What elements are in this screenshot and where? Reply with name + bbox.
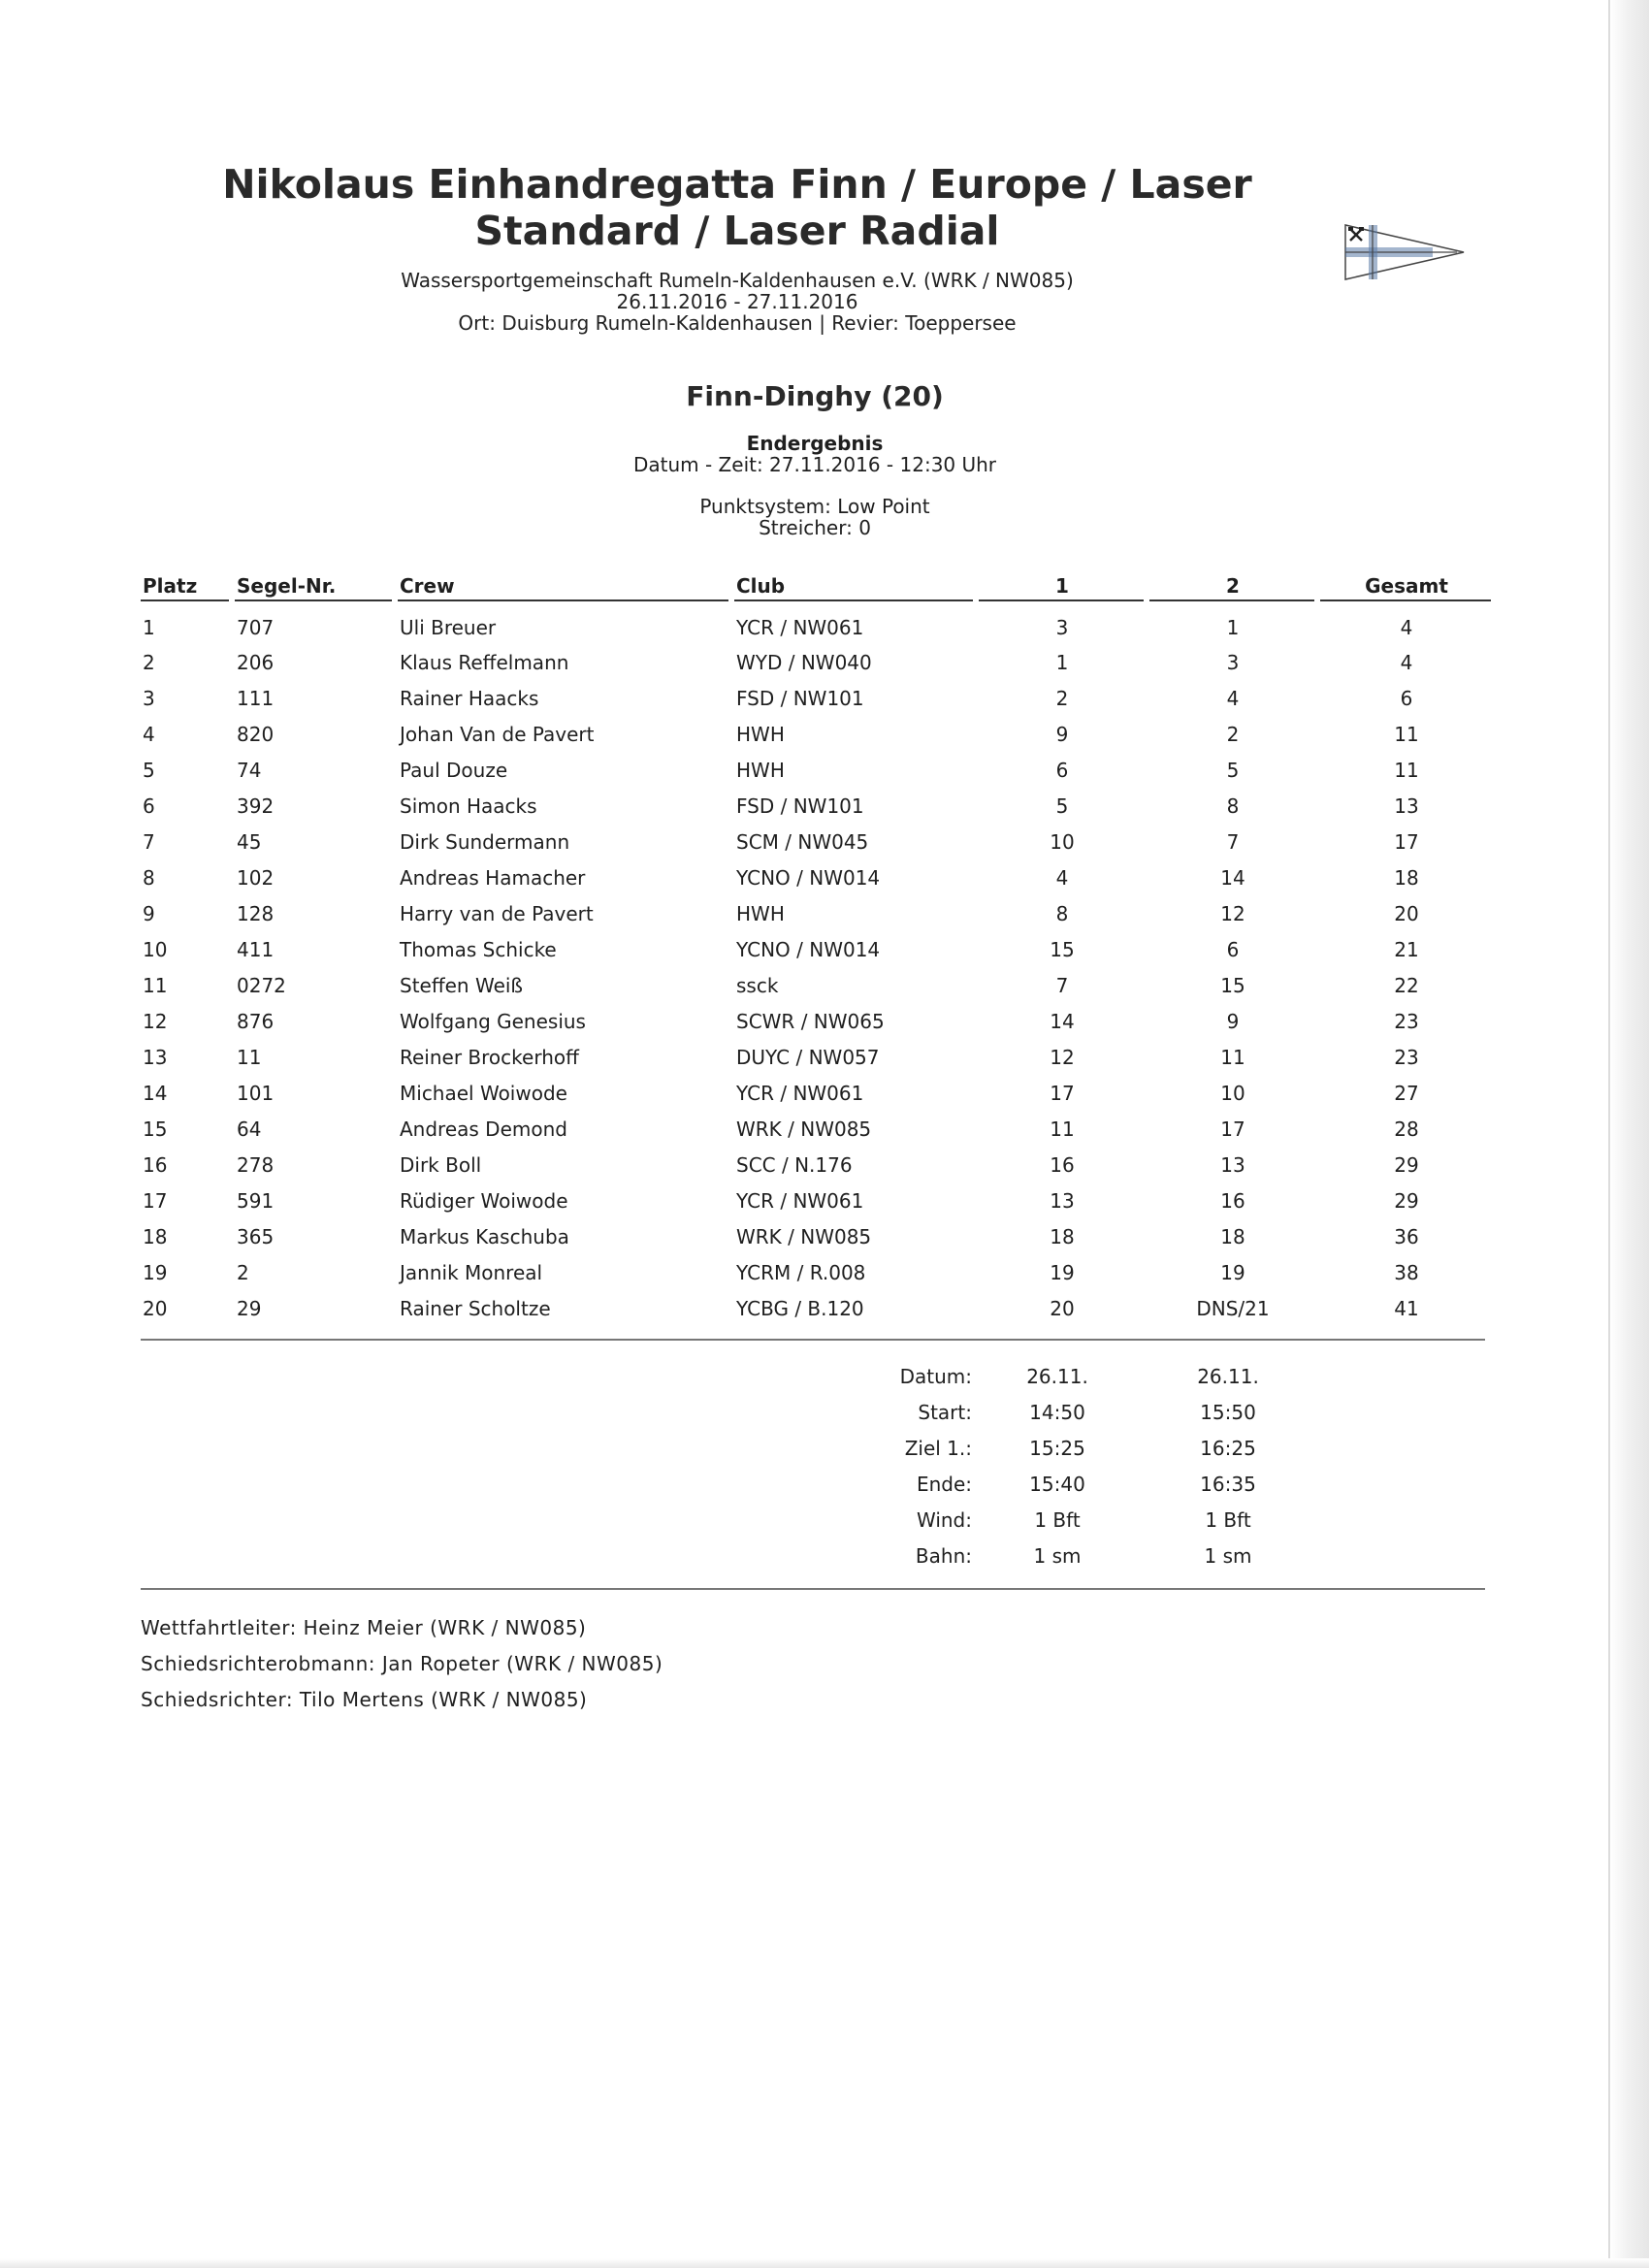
cell-platz: 7 (143, 829, 155, 854)
regatta-info (252, 270, 1222, 334)
table-row (141, 788, 1491, 824)
cell-race-2: 3 (1226, 650, 1240, 674)
cell-race-2: 19 (1220, 1260, 1245, 1284)
header-crew: Crew (398, 572, 728, 601)
cell-segel-nr: 29 (237, 1296, 262, 1320)
club-pennant-icon (1342, 221, 1469, 283)
race-info-race-1: 14:50 (1029, 1400, 1085, 1424)
scan-bottom-edge (0, 2258, 1649, 2268)
header-club: Club (734, 572, 973, 601)
cell-race-2: 12 (1220, 901, 1245, 925)
cell-segel-nr: 591 (237, 1188, 275, 1213)
result-datetime: Datum - Zeit: 27.11.2016 - 12:30 Uhr (632, 453, 997, 476)
cell-club: YCNO / NW014 (736, 865, 881, 890)
judge: Schiedsrichter: Tilo Mertens (WRK / NW085) (141, 1688, 588, 1711)
cell-race-2: DNS/21 (1196, 1296, 1270, 1320)
cell-club: FSD / NW101 (736, 686, 864, 710)
cell-crew: Reiner Brockerhoff (400, 1045, 579, 1069)
cell-platz: 17 (143, 1188, 168, 1213)
race-info-row (834, 1430, 1313, 1466)
cell-gesamt: 11 (1394, 722, 1419, 746)
table-row (141, 1003, 1491, 1039)
cell-crew: Rainer Scholtze (400, 1296, 551, 1320)
cell-club: HWH (736, 901, 785, 925)
cell-race-1: 4 (1055, 865, 1069, 890)
race-info-row (834, 1466, 1313, 1502)
race-info-label: Datum: (899, 1364, 972, 1388)
cell-segel-nr: 707 (237, 616, 275, 639)
cell-platz: 18 (143, 1224, 168, 1248)
cell-segel-nr: 365 (237, 1224, 275, 1248)
cell-gesamt: 36 (1394, 1224, 1419, 1248)
table-row (141, 680, 1491, 716)
cell-club: ssck (736, 973, 779, 997)
race-info-row (834, 1538, 1313, 1573)
cell-race-1: 6 (1055, 758, 1069, 782)
race-info-race-2: 26.11. (1197, 1364, 1259, 1388)
result-meta (446, 433, 1183, 475)
cell-gesamt: 29 (1394, 1188, 1419, 1213)
results-table (141, 572, 1491, 1326)
cell-gesamt: 6 (1400, 686, 1413, 710)
cell-platz: 11 (143, 973, 168, 997)
cell-platz: 4 (143, 722, 155, 746)
cell-crew: Thomas Schicke (400, 937, 557, 961)
race-info-race-2: 16:25 (1200, 1436, 1256, 1460)
cell-crew: Wolfgang Genesius (400, 1009, 586, 1033)
race-info-label: Bahn: (915, 1543, 972, 1568)
cell-platz: 3 (143, 686, 155, 710)
cell-club: HWH (736, 758, 785, 782)
results-body (141, 601, 1491, 1326)
cell-crew: Jannik Monreal (400, 1260, 543, 1284)
cell-crew: Steffen Weiß (400, 973, 524, 997)
cell-segel-nr: 11 (237, 1045, 262, 1069)
header-race-1: 1 (979, 572, 1144, 601)
cell-gesamt: 11 (1394, 758, 1419, 782)
cell-club: WYD / NW040 (736, 650, 872, 674)
cell-crew: Rainer Haacks (400, 686, 539, 710)
cell-platz: 2 (143, 650, 155, 674)
cell-gesamt: 23 (1394, 1045, 1419, 1069)
cell-race-1: 3 (1055, 616, 1069, 639)
cell-race-2: 5 (1226, 758, 1240, 782)
regatta-title-line2: Standard / Laser Radial (474, 208, 1000, 254)
cell-race-2: 16 (1220, 1188, 1245, 1213)
table-row (141, 1218, 1491, 1254)
regatta-dates: 26.11.2016 - 27.11.2016 (616, 290, 858, 313)
cell-gesamt: 17 (1394, 829, 1419, 854)
race-info-race-2: 1 Bft (1205, 1507, 1251, 1532)
cell-race-1: 2 (1055, 686, 1069, 710)
cell-club: WRK / NW085 (736, 1224, 872, 1248)
race-info-label: Ende: (916, 1472, 972, 1496)
cell-platz: 19 (143, 1260, 168, 1284)
table-row (141, 967, 1491, 1003)
cell-race-1: 10 (1050, 829, 1075, 854)
chief-judge: Schiedsrichterobmann: Jan Ropeter (WRK / NW085) (141, 1652, 663, 1675)
table-row (141, 1075, 1491, 1111)
cell-race-2: 8 (1226, 794, 1240, 818)
cell-race-1: 18 (1050, 1224, 1075, 1248)
cell-platz: 6 (143, 794, 155, 818)
cell-segel-nr: 128 (237, 901, 275, 925)
cell-race-1: 16 (1050, 1152, 1075, 1177)
table-row (141, 1183, 1491, 1218)
cell-race-2: 4 (1226, 686, 1240, 710)
separator-line (141, 1339, 1485, 1341)
cell-segel-nr: 411 (237, 937, 275, 961)
cell-segel-nr: 64 (237, 1117, 262, 1141)
regatta-title-line1: Nikolaus Einhandregatta Finn / Europe / Laser (222, 161, 1252, 208)
cell-crew: Markus Kaschuba (400, 1224, 569, 1248)
cell-segel-nr: 102 (237, 865, 275, 890)
race-info-race-1: 1 sm (1033, 1543, 1082, 1568)
cell-race-2: 17 (1220, 1117, 1245, 1141)
cell-platz: 15 (143, 1117, 168, 1141)
cell-race-1: 19 (1050, 1260, 1075, 1284)
cell-platz: 13 (143, 1045, 168, 1069)
cell-race-2: 6 (1226, 937, 1240, 961)
cell-race-1: 20 (1050, 1296, 1075, 1320)
class-title: Finn-Dinghy (20) (686, 380, 944, 412)
race-info-row (834, 1394, 1313, 1430)
discards: Streicher: 0 (759, 516, 871, 539)
race-info-table (834, 1358, 1313, 1573)
cell-platz: 14 (143, 1081, 168, 1105)
cell-gesamt: 27 (1394, 1081, 1419, 1105)
scoring-system: Punktsystem: Low Point (699, 495, 930, 518)
table-row (141, 895, 1491, 931)
organizer-name: Wassersportgemeinschaft Rumeln-Kaldenhausen e.V. (WRK / NW085) (401, 269, 1074, 292)
cell-platz: 20 (143, 1296, 168, 1320)
race-officer: Wettfahrtleiter: Heinz Meier (WRK / NW085) (141, 1616, 587, 1639)
results-header-row (141, 572, 1491, 601)
cell-race-2: 10 (1220, 1081, 1245, 1105)
cell-gesamt: 41 (1394, 1296, 1419, 1320)
cell-crew: Johan Van de Pavert (400, 722, 595, 746)
header-gesamt: Gesamt (1320, 572, 1491, 601)
cell-club: SCC / N.176 (736, 1152, 853, 1177)
cell-gesamt: 28 (1394, 1117, 1419, 1141)
cell-gesamt: 4 (1400, 650, 1413, 674)
cell-race-1: 7 (1055, 973, 1069, 997)
cell-race-2: 18 (1220, 1224, 1245, 1248)
cell-gesamt: 21 (1394, 937, 1419, 961)
cell-race-2: 9 (1226, 1009, 1240, 1033)
cell-club: SCM / NW045 (736, 829, 869, 854)
cell-race-1: 13 (1050, 1188, 1075, 1213)
cell-club: YCBG / B.120 (736, 1296, 864, 1320)
cell-segel-nr: 101 (237, 1081, 275, 1105)
race-info-race-2: 1 sm (1204, 1543, 1252, 1568)
scan-edge (1610, 0, 1649, 2268)
cell-club: YCR / NW061 (736, 1081, 864, 1105)
cell-crew: Dirk Boll (400, 1152, 482, 1177)
cell-crew: Simon Haacks (400, 794, 537, 818)
cell-platz: 10 (143, 937, 168, 961)
race-info-row (834, 1502, 1313, 1538)
cell-race-2: 15 (1220, 973, 1245, 997)
cell-club: DUYC / NW057 (736, 1045, 880, 1069)
race-info-race-1: 15:25 (1029, 1436, 1085, 1460)
scoring-info (446, 496, 1183, 538)
cell-segel-nr: 392 (237, 794, 275, 818)
cell-race-1: 1 (1055, 650, 1069, 674)
table-row (141, 824, 1491, 859)
regatta-title (155, 161, 1319, 254)
cell-crew: Klaus Reffelmann (400, 650, 569, 674)
separator-line (141, 1588, 1485, 1590)
cell-platz: 16 (143, 1152, 168, 1177)
cell-club: WRK / NW085 (736, 1117, 872, 1141)
cell-segel-nr: 206 (237, 650, 275, 674)
cell-crew: Rüdiger Woiwode (400, 1188, 568, 1213)
table-row (141, 1290, 1491, 1326)
cell-race-1: 14 (1050, 1009, 1075, 1033)
header-segel-nr: Segel-Nr. (235, 572, 392, 601)
table-row (141, 1254, 1491, 1290)
table-row (141, 601, 1491, 644)
cell-gesamt: 13 (1394, 794, 1419, 818)
race-info-race-2: 16:35 (1200, 1472, 1256, 1496)
table-row (141, 1147, 1491, 1183)
cell-race-1: 5 (1055, 794, 1069, 818)
race-info-race-1: 26.11. (1026, 1364, 1088, 1388)
cell-crew: Dirk Sundermann (400, 829, 570, 854)
race-info-race-1: 1 Bft (1034, 1507, 1081, 1532)
race-info-body (834, 1358, 1313, 1573)
table-row (141, 931, 1491, 967)
race-info-race-2: 15:50 (1200, 1400, 1256, 1424)
cell-platz: 8 (143, 865, 155, 890)
cell-segel-nr: 278 (237, 1152, 275, 1177)
cell-platz: 12 (143, 1009, 168, 1033)
race-info-label: Wind: (916, 1507, 972, 1532)
cell-club: HWH (736, 722, 785, 746)
table-row (141, 1039, 1491, 1075)
cell-segel-nr: 74 (237, 758, 262, 782)
result-heading: Endergebnis (746, 432, 884, 455)
cell-club: YCNO / NW014 (736, 937, 881, 961)
cell-race-2: 2 (1226, 722, 1240, 746)
table-row (141, 716, 1491, 752)
cell-race-2: 1 (1226, 616, 1240, 639)
cell-race-1: 11 (1050, 1117, 1075, 1141)
cell-gesamt: 38 (1394, 1260, 1419, 1284)
officials (141, 1610, 663, 1718)
table-row (141, 644, 1491, 680)
cell-crew: Andreas Hamacher (400, 865, 586, 890)
table-row (141, 752, 1491, 788)
cell-gesamt: 4 (1400, 616, 1413, 639)
cell-platz: 5 (143, 758, 155, 782)
cell-club: YCRM / R.008 (736, 1260, 866, 1284)
cell-gesamt: 22 (1394, 973, 1419, 997)
cell-crew: Michael Woiwode (400, 1081, 567, 1105)
cell-gesamt: 29 (1394, 1152, 1419, 1177)
cell-race-2: 13 (1220, 1152, 1245, 1177)
cell-race-1: 9 (1055, 722, 1069, 746)
cell-gesamt: 20 (1394, 901, 1419, 925)
race-info-row (834, 1358, 1313, 1394)
cell-crew: Paul Douze (400, 758, 508, 782)
cell-segel-nr: 45 (237, 829, 262, 854)
cell-gesamt: 23 (1394, 1009, 1419, 1033)
regatta-location: Ort: Duisburg Rumeln-Kaldenhausen | Revier: Toeppersee (458, 311, 1017, 335)
cell-crew: Harry van de Pavert (400, 901, 594, 925)
cell-club: YCR / NW061 (736, 616, 864, 639)
cell-race-2: 11 (1220, 1045, 1245, 1069)
cell-club: FSD / NW101 (736, 794, 864, 818)
cell-race-2: 7 (1226, 829, 1240, 854)
cell-crew: Andreas Demond (400, 1117, 567, 1141)
cell-segel-nr: 876 (237, 1009, 275, 1033)
cell-crew: Uli Breuer (400, 616, 497, 639)
header-platz: Platz (141, 572, 229, 601)
cell-race-1: 12 (1050, 1045, 1075, 1069)
cell-race-1: 8 (1055, 901, 1069, 925)
cell-club: SCWR / NW065 (736, 1009, 885, 1033)
cell-race-2: 14 (1220, 865, 1245, 890)
race-info-label: Ziel 1.: (904, 1436, 972, 1460)
cell-gesamt: 18 (1394, 865, 1419, 890)
cell-club: YCR / NW061 (736, 1188, 864, 1213)
cell-race-1: 15 (1050, 937, 1075, 961)
cell-segel-nr: 111 (237, 686, 275, 710)
cell-platz: 1 (143, 616, 155, 639)
table-row (141, 859, 1491, 895)
race-info-race-1: 15:40 (1029, 1472, 1085, 1496)
cell-segel-nr: 820 (237, 722, 275, 746)
header-race-2: 2 (1149, 572, 1314, 601)
race-info-label: Start: (918, 1400, 972, 1424)
cell-platz: 9 (143, 901, 155, 925)
cell-race-1: 17 (1050, 1081, 1075, 1105)
cell-segel-nr: 0272 (237, 973, 286, 997)
cell-segel-nr: 2 (237, 1260, 249, 1284)
table-row (141, 1111, 1491, 1147)
